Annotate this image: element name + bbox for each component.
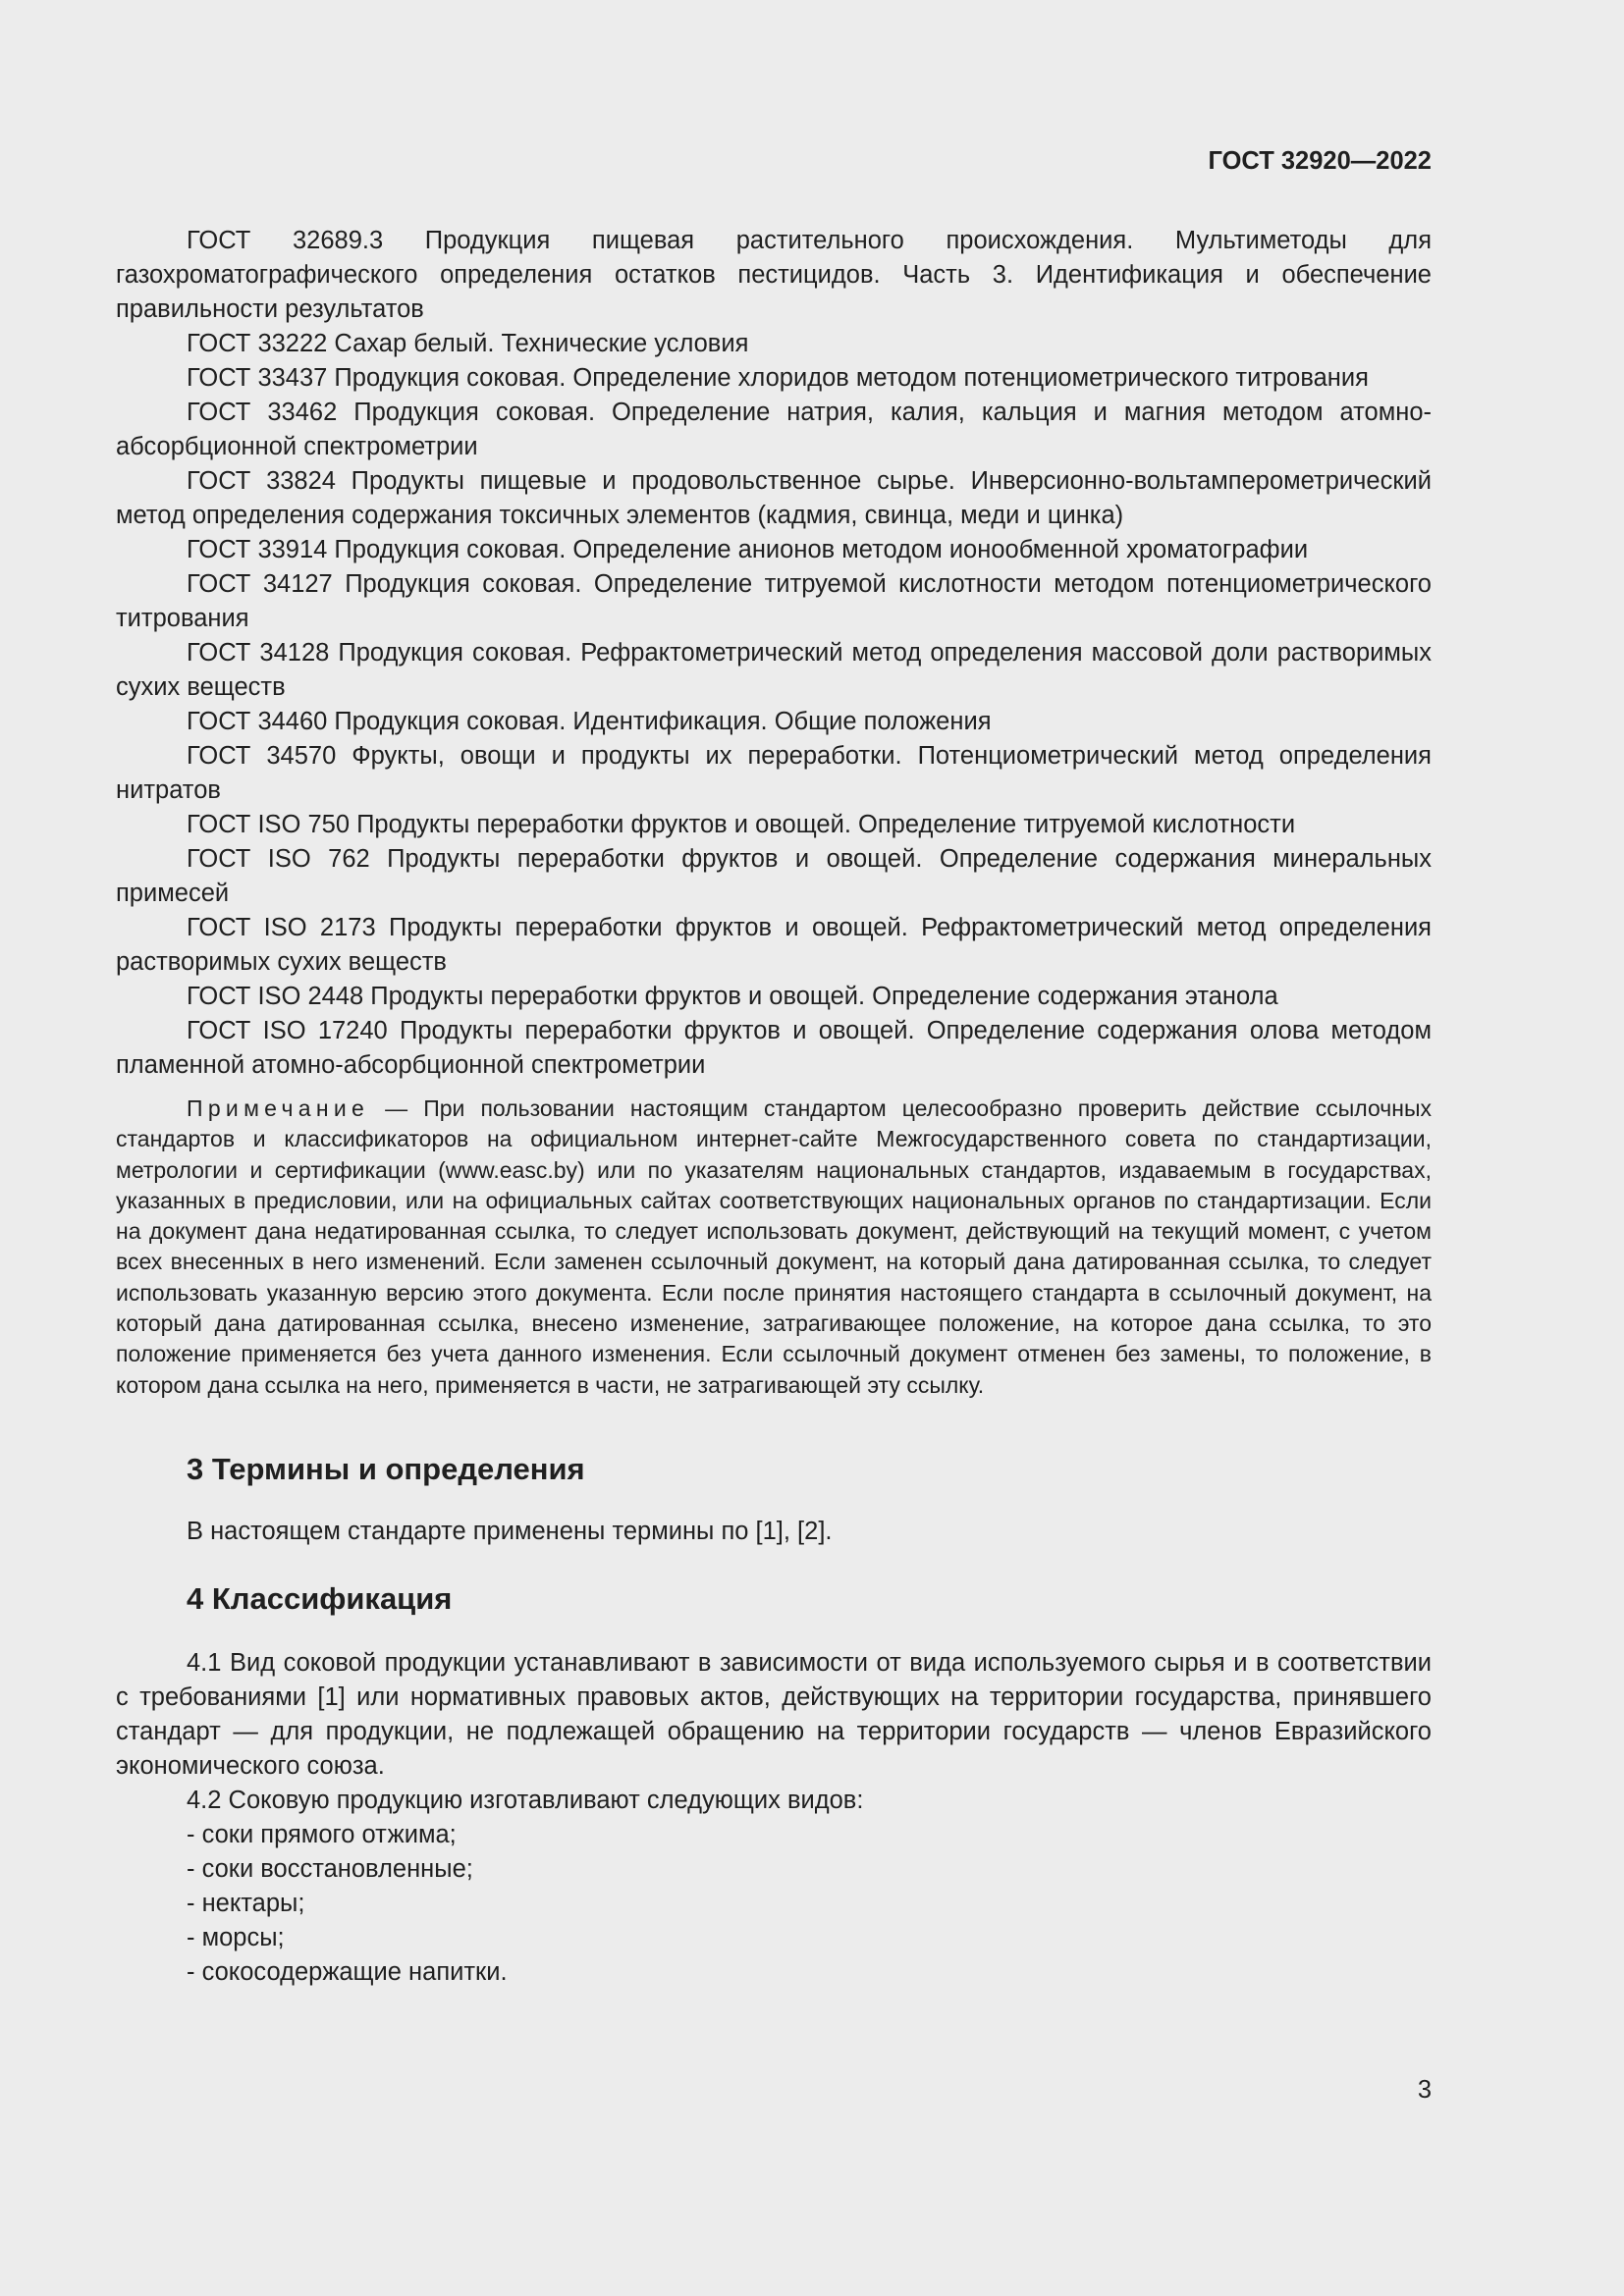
- reference-item: ГОСТ ISO 750 Продукты переработки фруктов и овощей. Определение титруемой кислотности: [187, 811, 1296, 838]
- reference-item: ГОСТ ISO 17240 Продукты переработки фруктов и овощей. Определение содержания олова методом пламенной атомно-абсорбционной спектрометрии: [116, 1017, 1432, 1079]
- reference-item: ГОСТ 33222 Сахар белый. Технические условия: [187, 330, 749, 357]
- list-item: - соки восстановленные;: [187, 1854, 473, 1883]
- document-header: ГОСТ 32920—2022: [1208, 147, 1432, 175]
- reference-item: ГОСТ 34460 Продукция соковая. Идентификация. Общие положения: [187, 708, 992, 735]
- section-3-text: В настоящем стандарте применены термины по [1], [2].: [187, 1517, 833, 1545]
- reference-item: ГОСТ 34128 Продукция соковая. Рефрактометрический метод определения массовой доли растворимых сухих веществ: [116, 639, 1432, 701]
- list-item: - соки прямого отжима;: [187, 1820, 457, 1848]
- page-number: 3: [1417, 2076, 1432, 2104]
- note-label: Примечание: [187, 1095, 370, 1121]
- list-item: - сокосодержащие напитки.: [187, 1957, 508, 1986]
- reference-item: ГОСТ 33437 Продукция соковая. Определение хлоридов методом потенциометрического титрования: [187, 364, 1369, 392]
- section-4-title: 4 Классификация: [187, 1580, 453, 1616]
- section-3-title: 3 Термины и определения: [187, 1451, 585, 1486]
- note-paragraph: [116, 1094, 1432, 1401]
- clause-4-2: 4.2 Соковую продукцию изготавливают следующих видов:: [187, 1786, 864, 1814]
- reference-item: ГОСТ 34127 Продукция соковая. Определение титруемой кислотности методом потенциометрического титрования: [116, 570, 1432, 632]
- reference-item: ГОСТ ISO 2173 Продукты переработки фруктов и овощей. Рефрактометрический метод определения растворимых сухих веществ: [116, 914, 1432, 976]
- reference-item: ГОСТ 33824 Продукты пищевые и продовольственное сырье. Инверсионно-вольтамперометрический метод определения содержания токсичных элементов (кадмия, свинца, меди и цинка): [116, 467, 1432, 529]
- reference-item: ГОСТ 33462 Продукция соковая. Определение натрия, калия, кальция и магния методом атомно-абсорбционной спектрометрии: [116, 399, 1432, 460]
- list-item: - морсы;: [187, 1923, 285, 1951]
- product-types-list: [116, 1818, 1432, 1990]
- page-content: [116, 224, 1432, 1990]
- clause-4-1: 4.1 Вид соковой продукции устанавливают в зависимости от вида используемого сырья и в соответствии с требованиями [1] или нормативных правовых актов, действующих на территории государства, принявшего стандарт — для продукции, не подлежащей обращению на территории государств — членов Евразийского экономического союза.: [116, 1648, 1432, 1780]
- list-item: - нектары;: [187, 1889, 305, 1917]
- normative-references-list: [116, 224, 1432, 1083]
- reference-item: ГОСТ ISO 2448 Продукты переработки фруктов и овощей. Определение содержания этанола: [187, 983, 1278, 1010]
- reference-item: ГОСТ 34570 Фрукты, овощи и продукты их переработки. Потенциометрический метод определения нитратов: [116, 742, 1432, 804]
- reference-item: ГОСТ 32689.3 Продукция пищевая растительного происхождения. Мультиметоды для газохроматографического определения остатков пестицидов. Часть 3. Идентификация и обеспечение правильности результатов: [116, 227, 1432, 323]
- reference-item: ГОСТ ISO 762 Продукты переработки фруктов и овощей. Определение содержания минеральных примесей: [116, 845, 1432, 907]
- note-text: — При пользовании настоящим стандартом целесообразно проверить действие ссылочных стандартов и классификаторов на официальном интернет-сайте Межгосударственного совета по стандартизации, метрологии и сертификации (www.easc.by) или по указателям национальных стандартов, издаваемым в государствах, указанных в предисловии, или на официальных сайтах соответствующих национальных органов по стандартизации. Если на документ дана недатированная ссылка, то следует использовать документ, действующий на текущий момент, с учетом всех внесенных в него изменений. Если заменен ссылочный документ, на который дана датированная ссылка, то следует использовать указанную версию этого документа. Если после принятия настоящего стандарта в ссылочный документ, на который дана датированная ссылка, внесено изменение, затрагивающее положение, на которое дана ссылка, то это положение применяется без учета данного изменения. Если ссылочный документ отменен без замены, то положение, в котором дана ссылка на него, применяется в части, не затрагивающей эту ссылку.: [116, 1095, 1432, 1398]
- reference-item: ГОСТ 33914 Продукция соковая. Определение анионов методом ионообменной хроматографии: [187, 536, 1309, 563]
